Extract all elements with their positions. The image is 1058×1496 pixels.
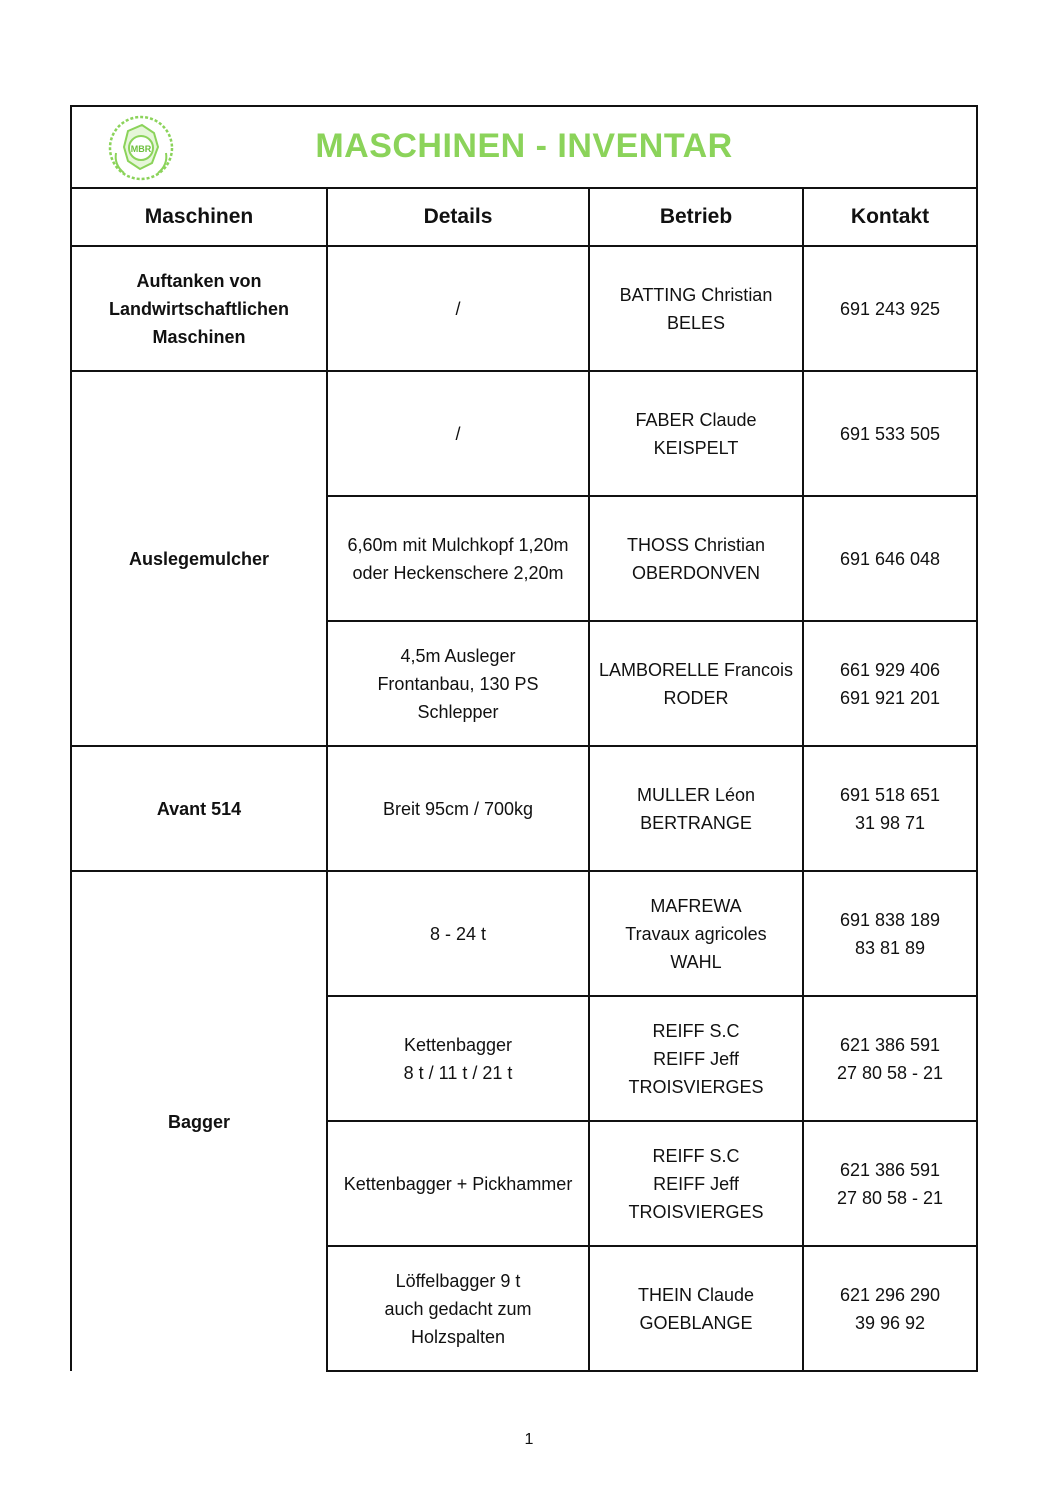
details-line: / [455,298,461,319]
details-cell [327,496,589,621]
details-cell [327,1121,589,1246]
betrieb-cell [589,1246,803,1371]
machine-cell [71,371,327,746]
kontakt-line: 621 386 591 [839,1034,941,1055]
details-cell [327,871,589,996]
kontakt-cell [803,1246,977,1371]
details-line: Breit 95cm / 700kg [382,798,534,819]
machine-name-line: Landwirtschaftlichen [108,298,290,319]
table-row [71,246,977,371]
kontakt-line: 691 646 048 [839,548,941,569]
kontakt-line: 691 921 201 [839,687,941,708]
kontakt-cell [803,371,977,496]
kontakt-line: 39 96 92 [854,1312,926,1333]
betrieb-line: FABER Claude [635,409,757,430]
kontakt-cell [803,621,977,746]
machine-cell [71,871,327,1371]
details-cell [327,246,589,371]
details-line: Löffelbagger 9 t [395,1270,521,1291]
column-header-details: Details [327,188,589,246]
machine-name-line: Maschinen [152,326,246,347]
machine-name-line: Bagger [167,1111,230,1132]
kontakt-line: 691 518 651 [839,784,941,805]
betrieb-line: REIFF S.C [652,1145,740,1166]
column-header-betrieb: Betrieb [589,188,803,246]
betrieb-line: TROISVIERGES [628,1201,764,1222]
details-line: 8 - 24 t [429,923,487,944]
details-line: Frontanbau, 130 PS [377,673,539,694]
betrieb-line: MULLER Léon [636,784,756,805]
page-number: 1 [524,1431,534,1448]
table-row [71,871,977,996]
details-line: 8 t / 11 t / 21 t [403,1062,513,1083]
machine-cell [71,746,327,871]
betrieb-cell [589,996,803,1121]
betrieb-line: GOEBLANGE [639,1312,753,1333]
betrieb-line: THEIN Claude [637,1284,755,1305]
details-cell [327,996,589,1121]
betrieb-line: REIFF Jeff [653,1173,739,1194]
betrieb-line: MAFREWA [650,895,742,916]
kontakt-line: 621 386 591 [839,1159,941,1180]
betrieb-line: BELES [666,312,726,333]
kontakt-line: 27 80 58 - 21 [836,1062,944,1083]
column-header-kontakt: Kontakt [803,188,977,246]
seal-text: MBR [130,144,152,154]
betrieb-line: LAMBORELLE Francois [598,659,794,680]
betrieb-line: KEISPELT [653,437,739,458]
kontakt-cell [803,1121,977,1246]
details-line: 4,5m Ausleger [400,645,516,666]
betrieb-line: BERTRANGE [640,812,752,833]
betrieb-cell [589,871,803,996]
betrieb-line: WAHL [670,951,722,972]
details-line: Kettenbagger [403,1034,513,1055]
betrieb-cell [589,746,803,871]
betrieb-line: TROISVIERGES [628,1076,764,1097]
details-line: 6,60m mit Mulchkopf 1,20m [347,534,569,555]
kontakt-line: 31 98 71 [854,812,926,833]
machine-name-line: Avant 514 [156,798,242,819]
betrieb-cell [589,246,803,371]
machine-name-line: Auftanken von [136,270,262,291]
betrieb-line: REIFF S.C [652,1020,740,1041]
kontakt-line: 691 533 505 [839,423,941,444]
details-cell [327,621,589,746]
kontakt-cell [803,496,977,621]
kontakt-line: 691 243 925 [839,298,941,319]
details-line: Kettenbagger + Pickhammer [343,1173,573,1194]
details-line: oder Heckenschere 2,20m [352,562,564,583]
betrieb-cell [589,621,803,746]
betrieb-cell [589,1121,803,1246]
details-cell [327,746,589,871]
kontakt-cell [803,871,977,996]
kontakt-line: 83 81 89 [854,937,926,958]
betrieb-line: RODER [663,687,729,708]
betrieb-line: Travaux agricoles [625,923,767,944]
page-title: MASCHINEN - INVENTAR [315,127,733,165]
title-header [70,105,978,189]
betrieb-line: OBERDONVEN [631,562,761,583]
details-line: / [455,423,461,444]
details-cell [327,371,589,496]
kontakt-line: 621 296 290 [839,1284,941,1305]
table-header-row [71,188,977,246]
kontakt-line: 27 80 58 - 21 [836,1187,944,1208]
betrieb-line: REIFF Jeff [653,1048,739,1069]
machine-cell [71,246,327,371]
details-line: auch gedacht zum [384,1298,532,1319]
column-header-maschinen: Maschinen [71,188,327,246]
betrieb-line: BATTING Christian [619,284,773,305]
table-row [71,371,977,496]
kontakt-line: 661 929 406 [839,659,941,680]
details-line: Holzspalten [410,1326,506,1347]
kontakt-cell [803,246,977,371]
machine-name-line: Auslegemulcher [128,548,270,569]
kontakt-cell [803,996,977,1121]
inventory-table [70,187,978,1372]
betrieb-line: THOSS Christian [626,534,766,555]
details-cell [327,1246,589,1371]
kontakt-line: 691 838 189 [839,909,941,930]
table-body [71,246,977,1371]
details-line: Schlepper [417,701,499,722]
betrieb-cell [589,371,803,496]
kontakt-cell [803,746,977,871]
betrieb-cell [589,496,803,621]
table-row [71,746,977,871]
